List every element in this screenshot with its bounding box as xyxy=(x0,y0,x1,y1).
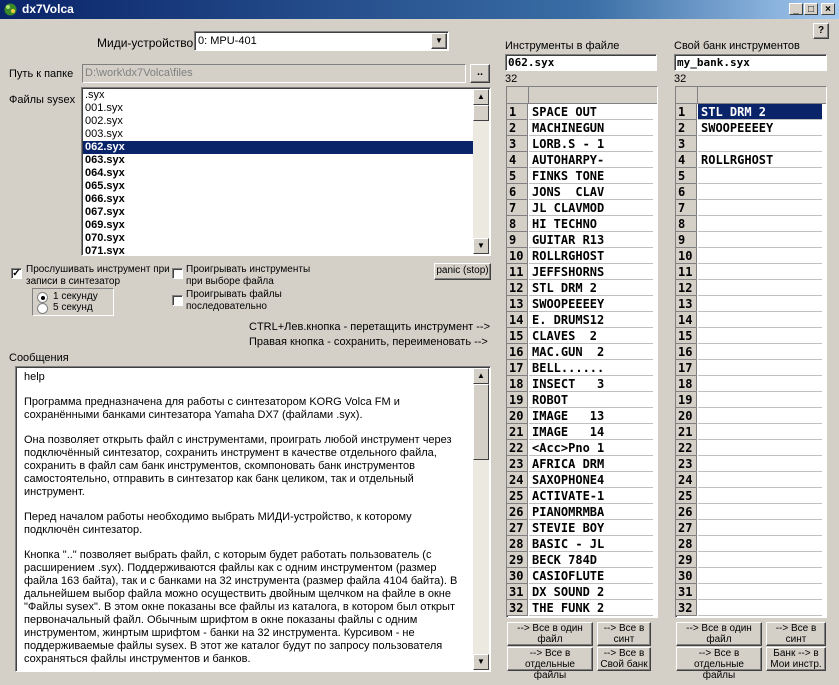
panic-button[interactable]: panic (stop) xyxy=(434,263,491,280)
scroll-up-icon[interactable]: ▲ xyxy=(473,368,489,384)
file-bank-row[interactable] xyxy=(507,568,653,584)
instrument-name[interactable]: STL DRM 2 xyxy=(529,280,653,296)
file-bank-row[interactable] xyxy=(507,456,653,472)
own-bank-row[interactable] xyxy=(676,296,822,312)
instrument-name[interactable]: INSECT 3 xyxy=(529,376,653,392)
sysex-file-item[interactable]: .syx xyxy=(85,89,105,101)
instrument-name[interactable]: THE FUNK 2 xyxy=(529,600,653,616)
instrument-name[interactable] xyxy=(698,568,822,584)
own-bank-row[interactable] xyxy=(676,424,822,440)
own-bank-grid[interactable] xyxy=(675,86,827,618)
own-bank-filename-text: my_bank.syx xyxy=(677,56,750,69)
sysex-file-list[interactable] xyxy=(81,87,491,256)
file-bank-filename[interactable] xyxy=(505,54,657,71)
instrument-name[interactable] xyxy=(698,248,822,264)
instrument-name[interactable]: SAXOPHONE4 xyxy=(529,472,653,488)
row-number: 16 xyxy=(676,344,697,360)
play-instruments-label-2: при выборе файла xyxy=(186,276,274,287)
play-files-checkbox[interactable] xyxy=(172,295,183,306)
scroll-thumb[interactable] xyxy=(473,105,489,121)
file-bank-row[interactable] xyxy=(507,520,653,536)
file-bank-row[interactable] xyxy=(507,264,653,280)
own-bank-row[interactable] xyxy=(676,216,822,232)
file-all-synth-button[interactable]: --> Все в синт xyxy=(597,622,651,646)
own-bank-row[interactable] xyxy=(676,184,822,200)
row-number: 13 xyxy=(507,296,528,312)
own-bank-row[interactable] xyxy=(676,584,822,600)
own-all-one-file-button[interactable]: --> Все в один файл xyxy=(676,622,762,646)
instrument-name[interactable] xyxy=(698,536,822,552)
row-number: 14 xyxy=(507,312,528,328)
instrument-name[interactable] xyxy=(698,408,822,424)
file-bank-row[interactable] xyxy=(507,328,653,344)
row-number: 22 xyxy=(676,440,697,456)
instrument-name[interactable]: AUTOHARPY- xyxy=(529,152,653,168)
scroll-down-icon[interactable]: ▼ xyxy=(473,238,489,254)
messages-scrollbar[interactable] xyxy=(473,368,489,670)
instrument-name[interactable] xyxy=(698,392,822,408)
instrument-name[interactable] xyxy=(698,296,822,312)
row-number: 21 xyxy=(507,424,528,440)
row-number: 8 xyxy=(676,216,697,232)
row-number: 19 xyxy=(676,392,697,408)
row-number: 6 xyxy=(676,184,697,200)
instrument-name[interactable] xyxy=(698,328,822,344)
file-bank-row[interactable] xyxy=(507,360,653,376)
sysex-file-item[interactable]: 066.syx xyxy=(85,193,125,205)
row-number: 29 xyxy=(676,552,697,568)
grid-header xyxy=(507,87,657,104)
row-number: 10 xyxy=(507,248,528,264)
instrument-name[interactable] xyxy=(698,232,822,248)
row-number: 23 xyxy=(507,456,528,472)
row-number: 4 xyxy=(676,152,697,168)
messages-text xyxy=(24,371,468,672)
play-instruments-checkbox[interactable] xyxy=(172,268,183,279)
instrument-name[interactable] xyxy=(698,344,822,360)
own-bank-row[interactable] xyxy=(676,520,822,536)
sysex-file-item[interactable]: 063.syx xyxy=(85,154,125,166)
file-bank-row[interactable] xyxy=(507,280,653,296)
sysex-files-label: Файлы sysex xyxy=(9,94,76,106)
own-bank-row[interactable] xyxy=(676,440,822,456)
row-number: 15 xyxy=(507,328,528,344)
instrument-name[interactable]: ROBOT xyxy=(529,392,653,408)
app-icon xyxy=(3,2,18,17)
message-paragraph: Перед началом работы необходимо выбрать МИДИ-устройство, к которому подключён синтезатор. xyxy=(24,511,412,536)
instrument-name[interactable]: ROLLRGHOST xyxy=(529,248,653,264)
instrument-name[interactable]: JONS CLAV xyxy=(529,184,653,200)
row-number: 28 xyxy=(507,536,528,552)
instrument-name[interactable]: SPACE OUT xyxy=(529,104,653,120)
instrument-name[interactable] xyxy=(698,376,822,392)
instrument-name[interactable]: <Acc>Pno 1 xyxy=(529,440,653,456)
message-paragraph: help xyxy=(24,371,45,383)
sysex-file-item[interactable]: 071.syx xyxy=(85,245,125,256)
row-number: 1 xyxy=(676,104,697,120)
row-number: 21 xyxy=(676,424,697,440)
own-bank-row[interactable] xyxy=(676,360,822,376)
row-number: 27 xyxy=(676,520,697,536)
row-number: 6 xyxy=(507,184,528,200)
sysex-file-item[interactable]: 003.syx xyxy=(85,128,123,140)
sysex-file-item[interactable]: 002.syx xyxy=(85,115,123,127)
own-bank-row[interactable] xyxy=(676,536,822,552)
file-bank-row[interactable] xyxy=(507,488,653,504)
listen-checkbox[interactable]: ✓ xyxy=(12,268,21,279)
row-number: 30 xyxy=(507,568,528,584)
own-bank-label: Свой банк инструментов xyxy=(674,40,800,52)
own-bank-row[interactable] xyxy=(676,104,822,120)
row-number: 1 xyxy=(507,104,528,120)
file-bank-row[interactable] xyxy=(507,200,653,216)
scroll-thumb[interactable] xyxy=(473,384,489,460)
own-bank-row[interactable] xyxy=(676,568,822,584)
file-bank-count: 32 xyxy=(505,73,518,85)
row-number: 27 xyxy=(507,520,528,536)
own-all-separate-button[interactable]: --> Все в отдельные файлы xyxy=(676,647,762,671)
row-number: 26 xyxy=(507,504,528,520)
instrument-name[interactable] xyxy=(698,360,822,376)
help-button[interactable]: ? xyxy=(813,23,829,39)
messages-box[interactable] xyxy=(15,366,491,672)
instrument-name[interactable] xyxy=(698,488,822,504)
row-number: 16 xyxy=(507,344,528,360)
instrument-name[interactable] xyxy=(698,168,822,184)
file-bank-row[interactable] xyxy=(507,536,653,552)
row-number: 17 xyxy=(507,360,528,376)
row-number: 18 xyxy=(676,376,697,392)
own-bank-row[interactable] xyxy=(676,344,822,360)
own-bank-count: 32 xyxy=(674,73,687,85)
row-number: 31 xyxy=(507,584,528,600)
own-bank-row[interactable] xyxy=(676,248,822,264)
row-number: 12 xyxy=(676,280,697,296)
instrument-name[interactable]: PIANOMRMBA xyxy=(529,504,653,520)
play-files-label-1: Проигрывать файлы xyxy=(186,289,282,300)
own-all-synth-button[interactable]: --> Все в синт xyxy=(766,622,826,646)
file-bank-row[interactable] xyxy=(507,136,653,152)
row-number: 14 xyxy=(676,312,697,328)
own-bank-to-my-instr-button[interactable]: Банк --> в Мои инстр. xyxy=(766,647,826,671)
instrument-name[interactable] xyxy=(698,312,822,328)
grid-header xyxy=(676,87,826,104)
instrument-name[interactable]: DX SOUND 2 xyxy=(529,584,653,600)
row-number: 20 xyxy=(676,408,697,424)
instrument-name[interactable]: JEFFSHORNS xyxy=(529,264,653,280)
file-bank-filename-text: 062.syx xyxy=(508,56,555,69)
message-paragraph: Она позволяет открыть файл с инструментами, проиграть любой инструмент через подключённый синтезатор, сохранить инструмент в качестве отдельного файла, сохранить в файл сам банк инструментов, скомпоновать банк инструментов самостоятельно, отправить в синтезатор как банк целиком, так и отдельный инструмент. xyxy=(24,434,452,498)
close-icon[interactable]: × xyxy=(821,3,835,15)
listen-label-1: Прослушивать инструмент при xyxy=(26,264,170,275)
sysex-file-item[interactable]: 001.syx xyxy=(85,102,123,114)
instrument-name[interactable]: FINKS TONE xyxy=(529,168,653,184)
folder-path-value: D:\work\dx7Volca\files xyxy=(85,67,193,79)
row-number: 9 xyxy=(507,232,528,248)
sysex-file-item[interactable]: 067.syx xyxy=(85,206,125,218)
instrument-name[interactable] xyxy=(698,552,822,568)
file-bank-row[interactable] xyxy=(507,232,653,248)
instrument-name[interactable] xyxy=(698,584,822,600)
instrument-name[interactable]: JL CLAVMOD xyxy=(529,200,653,216)
file-bank-row[interactable] xyxy=(507,248,653,264)
own-bank-row[interactable] xyxy=(676,152,822,168)
sysex-file-item[interactable]: 065.syx xyxy=(85,180,125,192)
instrument-name[interactable]: SWOOPEEEEY xyxy=(698,120,822,136)
sysex-file-item[interactable]: 069.syx xyxy=(85,219,125,231)
row-number: 13 xyxy=(676,296,697,312)
row-number: 30 xyxy=(676,568,697,584)
row-number: 4 xyxy=(507,152,528,168)
listen-label-2: записи в синтезатор xyxy=(26,276,121,287)
own-bank-row[interactable] xyxy=(676,312,822,328)
message-paragraph: Кнопка ".." позволяет выбрать файл, с которым будет работать пользователь (с расширением .syx). Поддерживаются файлы как с одним инструментом (размер файла 163 байта), так и с банками на 32 инструмента (размер файла 4104 байта). В дальнейшем выбор файла можно осуществить двойным щелчком на файле в окне "Файлы sysex". В этом окне показаны все файлы из каталога, в котором был открыт первоначальный файл. Обычным шрифтом в окне показаны файлы с одним инструментом, жинртым шрифтом - банки на 32 инструмента. Курсивом - не поддерживаемые файлы sysex. В этот же каталог будут по запросу пользователя сохраняться файлы инструментов и банков. xyxy=(24,549,458,665)
file-all-one-file-button[interactable]: --> Все в один файл xyxy=(507,622,593,646)
row-number: 7 xyxy=(507,200,528,216)
instrument-name[interactable] xyxy=(698,440,822,456)
row-number: 5 xyxy=(507,168,528,184)
file-bank-row[interactable] xyxy=(507,168,653,184)
file-bank-row[interactable] xyxy=(507,472,653,488)
instrument-name[interactable]: BELL...... xyxy=(529,360,653,376)
instrument-name[interactable]: STEVIE BOY xyxy=(529,520,653,536)
play-files-label-2: последовательно xyxy=(186,301,267,312)
row-number: 31 xyxy=(676,584,697,600)
chevron-down-icon[interactable]: ▼ xyxy=(431,33,447,49)
title-bar xyxy=(0,0,839,19)
file-bank-row[interactable] xyxy=(507,440,653,456)
file-bank-row[interactable] xyxy=(507,120,653,136)
row-number: 24 xyxy=(676,472,697,488)
own-bank-filename[interactable] xyxy=(674,54,827,71)
instrument-name[interactable] xyxy=(698,472,822,488)
radio-1-second[interactable] xyxy=(37,292,48,303)
minimize-icon[interactable]: _ xyxy=(789,3,803,15)
message-paragraph: Программа предназначена для работы с синтезатором KORG Volca FM и сохранёнными банками синтезатора Yamaha DX7 (файлами .syx). xyxy=(24,396,400,421)
instrument-name[interactable]: LORB.S - 1 xyxy=(529,136,653,152)
own-bank-row[interactable] xyxy=(676,504,822,520)
instrument-name[interactable]: ROLLRGHOST xyxy=(698,152,822,168)
row-number: 25 xyxy=(507,488,528,504)
instrument-name[interactable]: BECK 784D xyxy=(529,552,653,568)
row-number: 26 xyxy=(676,504,697,520)
file-bank-row[interactable] xyxy=(507,296,653,312)
midi-device-label: Миди-устройство xyxy=(97,36,194,50)
midi-device-value: 0: MPU-401 xyxy=(198,35,257,47)
sysex-file-item[interactable]: 070.syx xyxy=(85,232,125,244)
file-bank-row[interactable] xyxy=(507,600,653,616)
row-number: 23 xyxy=(676,456,697,472)
file-bank-grid[interactable] xyxy=(506,86,658,618)
instrument-name[interactable] xyxy=(698,216,822,232)
file-bank-label: Инструменты в файле xyxy=(505,40,620,52)
folder-label: Путь к папке xyxy=(9,68,74,80)
instrument-name[interactable]: BASIC - JL xyxy=(529,536,653,552)
instrument-name[interactable] xyxy=(698,264,822,280)
file-bank-row[interactable] xyxy=(507,344,653,360)
own-bank-row[interactable] xyxy=(676,232,822,248)
row-number: 25 xyxy=(676,488,697,504)
instrument-name[interactable] xyxy=(698,520,822,536)
instrument-name[interactable] xyxy=(698,456,822,472)
folder-path-field[interactable] xyxy=(82,64,466,83)
instrument-name[interactable]: CLAVES 2 xyxy=(529,328,653,344)
duration-1-label: 1 секунду xyxy=(53,291,98,302)
row-number: 7 xyxy=(676,200,697,216)
row-number: 15 xyxy=(676,328,697,344)
maximize-icon[interactable]: □ xyxy=(804,3,818,15)
own-bank-row[interactable] xyxy=(676,456,822,472)
file-list-scrollbar[interactable] xyxy=(473,89,489,254)
right-click-hint: Правая кнопка - сохранить, переименовать --> xyxy=(249,336,488,348)
row-number: 12 xyxy=(507,280,528,296)
file-bank-row[interactable] xyxy=(507,104,653,120)
row-number: 10 xyxy=(676,248,697,264)
own-bank-row[interactable] xyxy=(676,136,822,152)
own-bank-row[interactable] xyxy=(676,392,822,408)
sysex-file-item[interactable]: 062.syx xyxy=(83,141,473,154)
own-bank-row[interactable] xyxy=(676,408,822,424)
play-instruments-label-1: Проигрывать инструменты xyxy=(186,264,311,275)
scroll-up-icon[interactable]: ▲ xyxy=(473,89,489,105)
row-number: 24 xyxy=(507,472,528,488)
file-bank-row[interactable] xyxy=(507,216,653,232)
own-bank-row[interactable] xyxy=(676,200,822,216)
duration-group xyxy=(32,288,114,316)
instrument-name[interactable] xyxy=(698,424,822,440)
instrument-name[interactable] xyxy=(698,280,822,296)
instrument-name[interactable]: E. DRUMS12 xyxy=(529,312,653,328)
instrument-name[interactable]: AFRICA DRM xyxy=(529,456,653,472)
instrument-name[interactable]: IMAGE 13 xyxy=(529,408,653,424)
row-number: 28 xyxy=(676,536,697,552)
drag-hint: CTRL+Лев.кнопка - перетащить инструмент --> xyxy=(249,321,491,333)
row-number: 2 xyxy=(507,120,528,136)
row-number: 5 xyxy=(676,168,697,184)
row-number: 17 xyxy=(676,360,697,376)
sysex-file-item[interactable]: 064.syx xyxy=(85,167,125,179)
row-number: 9 xyxy=(676,232,697,248)
file-all-own-bank-button[interactable]: --> Все в Свой банк xyxy=(597,647,651,671)
own-bank-row[interactable] xyxy=(676,552,822,568)
file-bank-row[interactable] xyxy=(507,312,653,328)
own-bank-row[interactable] xyxy=(676,600,822,616)
row-number: 29 xyxy=(507,552,528,568)
row-number: 2 xyxy=(676,120,697,136)
browse-button[interactable]: .. xyxy=(470,64,490,83)
own-bank-row[interactable] xyxy=(676,120,822,136)
file-bank-row[interactable] xyxy=(507,552,653,568)
file-bank-row[interactable] xyxy=(507,152,653,168)
own-bank-row[interactable] xyxy=(676,168,822,184)
messages-label: Сообщения xyxy=(9,352,69,364)
row-number: 3 xyxy=(507,136,528,152)
row-number: 18 xyxy=(507,376,528,392)
own-bank-row[interactable] xyxy=(676,328,822,344)
instrument-name[interactable] xyxy=(698,200,822,216)
instrument-name[interactable]: MAC.GUN 2 xyxy=(529,344,653,360)
row-number: 11 xyxy=(507,264,528,280)
instrument-name[interactable]: ACTIVATE-1 xyxy=(529,488,653,504)
scroll-down-icon[interactable]: ▼ xyxy=(473,654,489,670)
row-number: 20 xyxy=(507,408,528,424)
duration-5-label: 5 секунд xyxy=(53,302,93,313)
file-bank-row[interactable] xyxy=(507,408,653,424)
instrument-name[interactable]: HI TECHNO xyxy=(529,216,653,232)
own-bank-row[interactable] xyxy=(676,488,822,504)
midi-device-select[interactable] xyxy=(194,31,449,51)
instrument-name[interactable]: STL DRM 2 xyxy=(698,104,822,120)
own-bank-row[interactable] xyxy=(676,280,822,296)
own-bank-row[interactable] xyxy=(676,472,822,488)
window-title: dx7Volca xyxy=(22,2,74,16)
instrument-name[interactable]: CASIOFLUTE xyxy=(529,568,653,584)
instrument-name[interactable] xyxy=(698,136,822,152)
file-bank-row[interactable] xyxy=(507,184,653,200)
instrument-name[interactable]: GUITAR R13 xyxy=(529,232,653,248)
own-bank-row[interactable] xyxy=(676,376,822,392)
row-number: 22 xyxy=(507,440,528,456)
instrument-name[interactable] xyxy=(698,504,822,520)
instrument-name[interactable]: IMAGE 14 xyxy=(529,424,653,440)
row-number: 32 xyxy=(676,600,697,616)
row-number: 3 xyxy=(676,136,697,152)
instrument-name[interactable]: SWOOPEEEEY xyxy=(529,296,653,312)
row-number: 32 xyxy=(507,600,528,616)
instrument-name[interactable] xyxy=(698,184,822,200)
file-bank-row[interactable] xyxy=(507,392,653,408)
file-bank-row[interactable] xyxy=(507,376,653,392)
radio-5-seconds[interactable] xyxy=(37,303,48,314)
row-number: 11 xyxy=(676,264,697,280)
instrument-name[interactable] xyxy=(698,600,822,616)
file-bank-row[interactable] xyxy=(507,424,653,440)
own-bank-row[interactable] xyxy=(676,264,822,280)
row-number: 8 xyxy=(507,216,528,232)
file-bank-row[interactable] xyxy=(507,504,653,520)
instrument-name[interactable]: MACHINEGUN xyxy=(529,120,653,136)
file-bank-row[interactable] xyxy=(507,584,653,600)
row-number: 19 xyxy=(507,392,528,408)
file-all-separate-button[interactable]: --> Все в отдельные файлы xyxy=(507,647,593,671)
